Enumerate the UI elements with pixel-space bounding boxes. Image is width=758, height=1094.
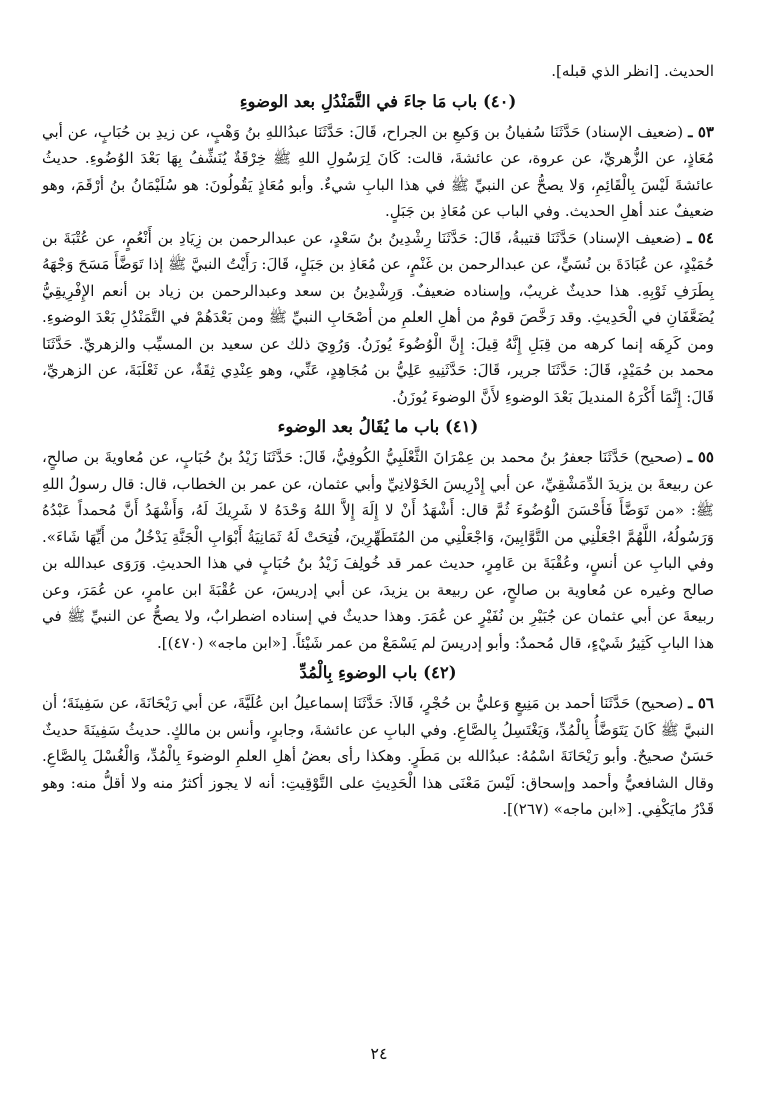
- hadith-text: (صحيح) حَدَّثَنَا جعفرُ بنُ محمد بن عِمْرَانَ الثَّعْلَبِيُّ الكُوفِيُّ، قَالَ: حَدَّثَنَا زَيْدُ بنُ حُبَابٍ، عن مُعاويةَ بن صالحٍ، عن ربيعةَ بن يزيدَ الدِّمَشْقِيِّ، عن أبي إِدْرِيسَ الخَوْلانِيِّ وأبي عثمان، عن عمر بن الخطاب، قال: قال رسولُ اللهِ ﷺ: «من تَوَضَّأَ فَأَحْسَنَ الْوُضُوءَ ثُمَّ قال: أَشْهَدُ أَنْ لا إِلَهَ إِلاَّ اللهُ وَحْدَهُ لا شَرِيكَ لَهُ، وَأَشْهَدُ أَنَّ مُحمداً عَبْدُهُ وَرَسُولُهُ، اللَّهُمَّ اجْعَلْنِي من التَّوَّابِينَ، وَاجْعَلْنِي من المُتَطَهِّرِينَ، فُتِحَتْ لَهُ ثَمَانِيَةُ أَبْوَابِ الْجَنَّةِ يَدْخُلُ من أَيِّهَا شَاءَ». وفي البابِ عن أنسٍ، وعُقْبَةَ بن عَامِرٍ، حديث عمر قد خُولِفَ زَيْدُ بنُ حُبَابٍ في هذا الحديثِ. وَرَوَى عبدالله بن صالح وغيره عن مُعاوية بن صالحٍ، عن ربيعة بن يزيدَ، عن أبي إدريسَ، عن عُقْبَةَ ابن عامرٍ، عن عُمَرَ، وعن ربيعةَ عن أبي عثمان عن جُبَيْرِ بن نُفَيْرٍ عن عُمَرَ. وهذا حديثٌ في إسناده اضطرابٌ، ولا يصحُّ عن النبيِّ ﷺ في هذا البابِ كَثِيرُ شَيْءٍ، قال مُحمدٌ: وأبو إدريسَ لم يَسْمَعْ من عمر شَيْئاً. [«ابن ماجه» (٤٧٠)].: [42, 448, 714, 652]
- hadith-56: [42, 690, 714, 823]
- chapter-heading-41: (٤١) باب ما يُقَالُ بعد الوضوء: [277, 417, 479, 436]
- hadith-text: (صحيح) حَدَّثَنَا أحمد بن مَنِيعٍ وَعليُّ بن حُجْرٍ، قَالاَ: حَدَّثَنَا إسماعيلُ ابن عُلَيَّةَ، عن أبي رَيْحَانَةَ، عن سَفِينَةَ؛ أن النبيَّ ﷺ كَانَ يَتَوَضَّأُ بِالْمُدِّ، وَيَغْتَسِلُ بِالصَّاعِ. وفي البابِ عن عائشةَ، وجابرٍ، وأنس بن مالكٍ. حديثُ سَفِينَةَ حديثٌ حَسَنٌ صحيحٌ. وأبو رَيْحَانَةَ اسْمُهُ: عبدُالله بن مَطَرٍ. وهكذا رأى بعضُ أهلِ العلمِ الوضوءَ بِالْمُدِّ، وَالْغُسْلَ بِالصَّاعِ. وقال الشافعيُّ وأحمد وإسحاق: لَيْسَ مَعْنَى هذا الْحَدِيثِ على التَّوْقِيتِ: أنه لا يجوز أكثرُ منه ولا أقلُّ منه: وهو قَدْرُ مايَكْفِي. [«ابن ماجه» (٢٦٧)].: [42, 694, 714, 818]
- hadith-number: ٥٤ ـ: [687, 228, 714, 247]
- hadith-number: ٥٣ ـ: [688, 122, 714, 141]
- chapter-heading-40: (٤٠) باب مَا جاءَ في التَّمَنْدُلِ بعد الوضوءِ: [239, 91, 517, 111]
- hadith-55: [42, 444, 714, 656]
- page-number: ٢٤: [370, 1044, 388, 1063]
- hadith-number: ٥٦ ـ: [688, 694, 714, 712]
- hadith-text: (ضعيف الإسناد) حَدَّثَنَا سُفيانُ بن وَكيعِ بن الجراح، قَالَ: حَدَّثَنَا عبدُاللهِ بنُ وَهْبٍ، عن زيدِ بن حُبَابٍ، عن أبي مُعَاذٍ، عن الزُّهريِّ، عن عروة، عن عائشةَ، قالت: كَانَ لِرَسُولِ اللهِ ﷺ خِرْقَةٌ يُنَشِّفُ بِهَا بَعْدَ الوُضُوءِ. حديثُ عائشةَ لَيْسَ بِالْقَائِمِ، وَلا يصحُّ عن النبيِّ ﷺ في هذا البابِ شيءٌ. وأبو مُعَاذٍ يَقُولُونَ: هو سُلَيْمَانُ بنُ أرْقَمَ، وهو ضعيفٌ عند أهلِ الحديث. وفي الباب عن مُعَاذِ بن جَبَلٍ.: [42, 122, 714, 220]
- chapter-heading-42: (٤٢) باب الوضوءِ بِالْمُدِّ: [299, 663, 457, 682]
- hadith-number: ٥٥ ـ: [687, 448, 714, 466]
- hadith-53: [42, 119, 714, 225]
- intro-line: الحديث. [انظر الذي قبله].: [551, 62, 714, 80]
- hadith-54: [42, 225, 714, 411]
- hadith-text: (ضعيف الإسناد) حَدَّثَنَا قتيبةُ، قَالَ: حَدَّثَنَا رِشْدِينُ بنُ سَعْدٍ، عن عبدالرحمن بن زِيَادِ بن أَنْعُمٍ، عن عُتْبَةَ بن حُمَيْدٍ، عن عُبَادَةَ بن نُسَيٍّ، عن عبدالرحمن بن غَنْمٍ، عن مُعَاذِ بن جَبَلٍ، قَالَ: رَأَيْتُ النبيَّ ﷺ إذا تَوَضَّأَ مَسَحَ وَجْهَهُ بِطَرَفِ ثَوْبِهِ. هذا حديثٌ غريبٌ، وإسناده ضعيفٌ. وَرِشْدِينُ بن سعد وعبدالرحمن بن زياد بن أنعم الإِفْرِيقِيُّ يُضَعَّفَانِ في الْحَدِيثِ. وقد رَخَّصَ قومٌ من أهلِ العلمِ من أصْحَابِ النبيِّ ﷺ ومن بَعْدَهُمْ في التَّمَنْدُلِ بَعْدَ الوضوءِ. ومن كَرِهَه إنما كرهه من قِبَلِ إِنَّهُ قِيلَ: إِنَّ الْوُضُوءَ يُوزَنُ. وَرُوِيَ ذلك عن سعيد بن المسيِّب والزهريِّ. حَدَّثَنَا محمد بن حُمَيْدٍ، قَالَ: حَدَّثَنَا جرير، قَالَ: حَدَّثَنِيهِ عَلِيُّ بن مُجَاهِدٍ، عَنِّي، وهو عِنْدِي ثِقَةٌ، عن ثَعْلَبَةَ، عن الزهريِّ، قَالَ: إِنَّمَا أَكْرَهُ المنديلَ بَعْدَ الوضوءِ لأَنَّ الوضوءَ يُوزَنُ.: [42, 228, 714, 406]
